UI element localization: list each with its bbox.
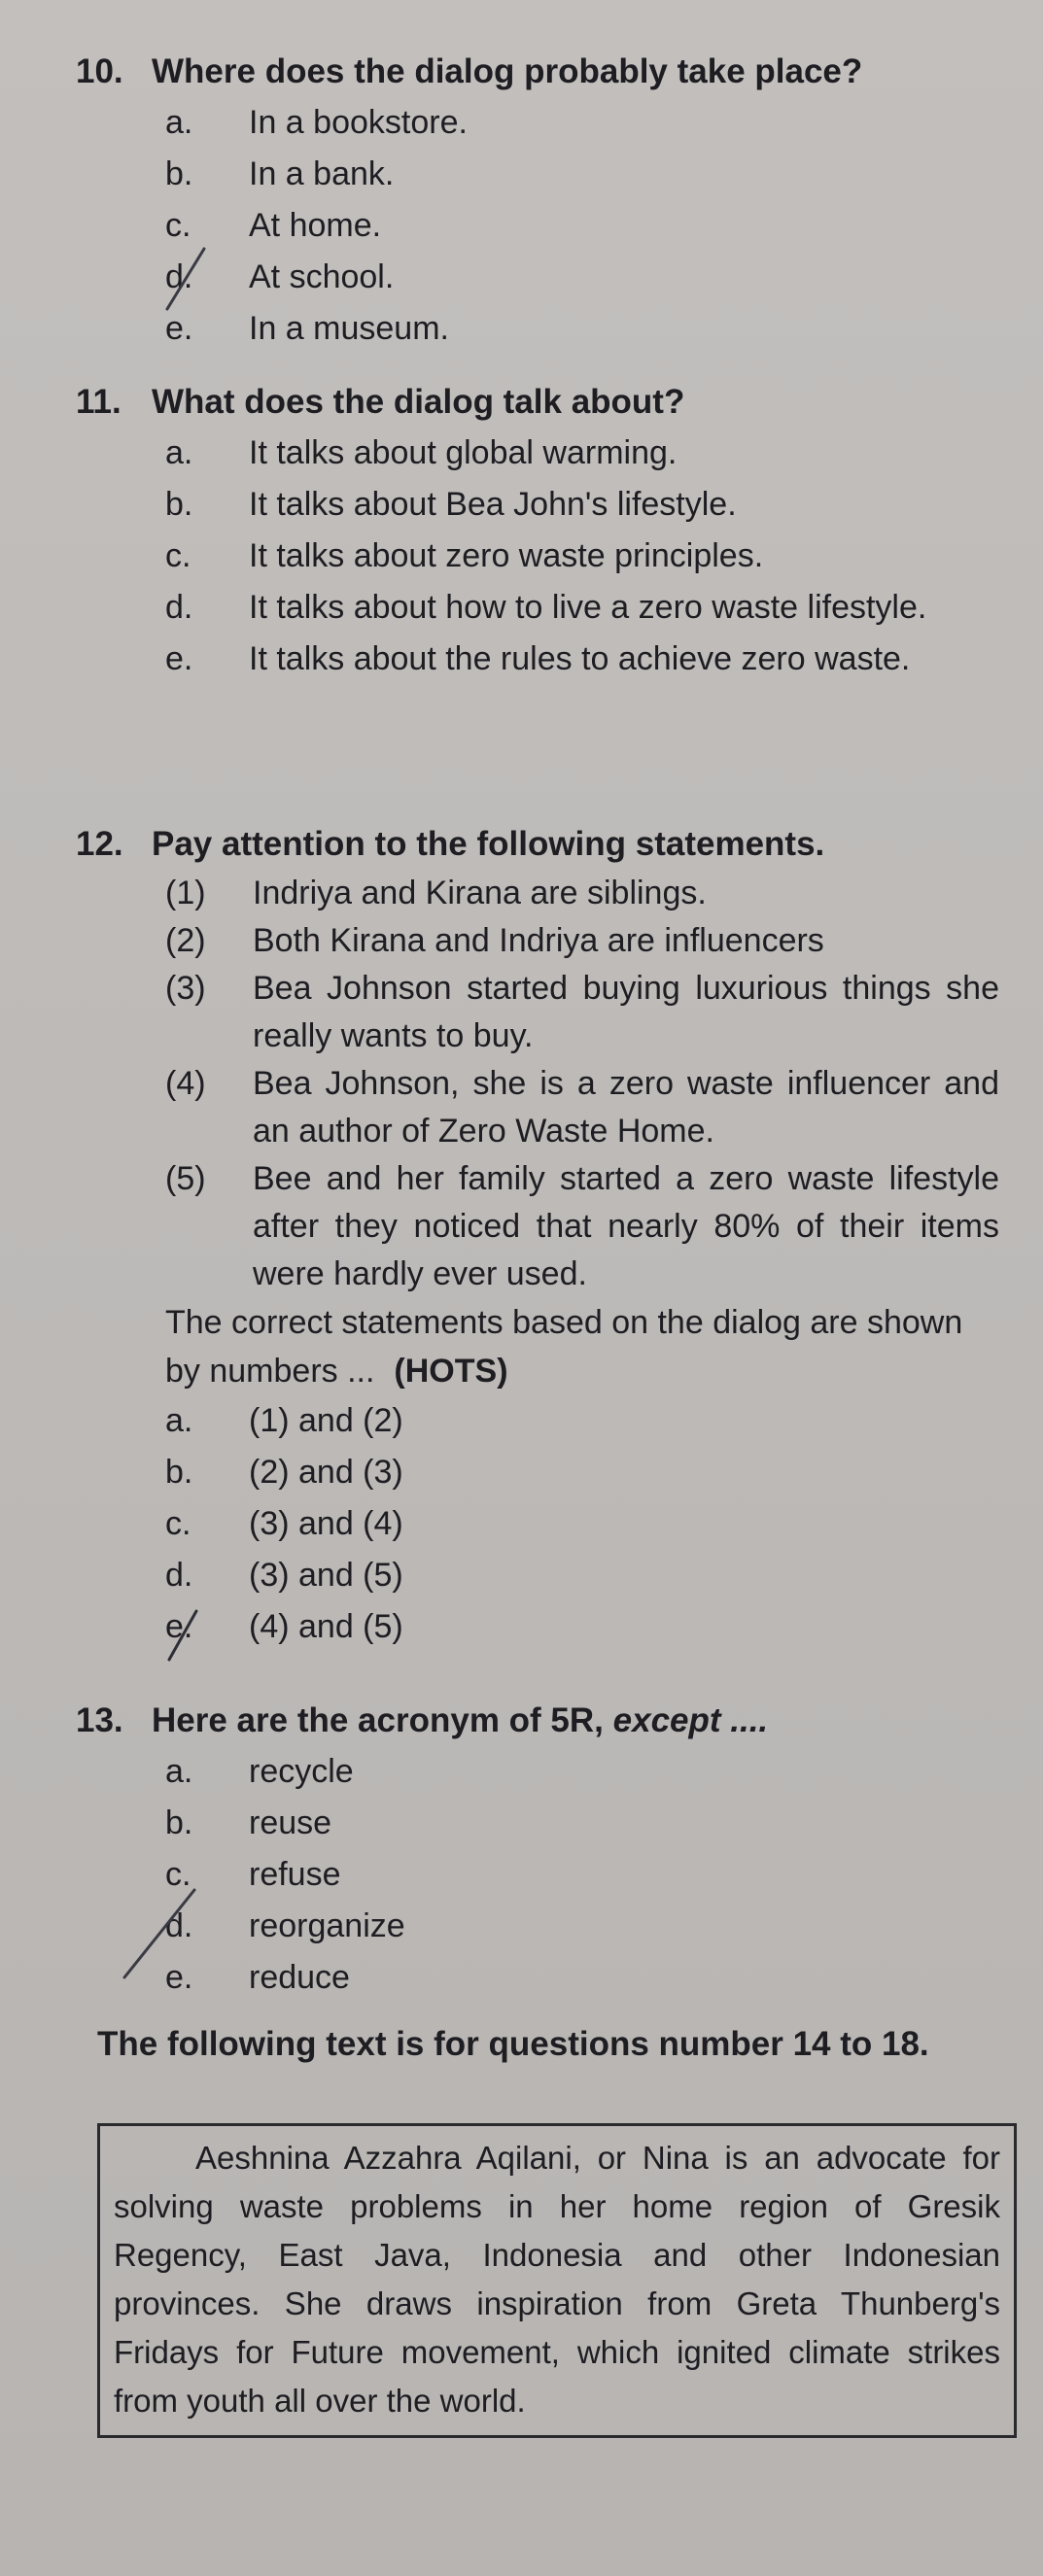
option-a[interactable] xyxy=(165,97,999,149)
passage-intro: The following text is for questions number 14 to 18. xyxy=(97,2025,929,2063)
statement-number: (4) xyxy=(165,1065,206,1102)
option-text: In a bookstore. xyxy=(249,104,468,141)
hots-tag: (HOTS) xyxy=(394,1353,508,1390)
option-text: It talks about global warming. xyxy=(249,434,678,471)
option-text: reduce xyxy=(249,1959,350,1996)
option-letter: b. xyxy=(165,1804,193,1841)
question-emphasis: except .... xyxy=(612,1701,769,1739)
passage-text: Aeshnina Azzahra Aqilani, or Nina is an advocate for solving waste problems in her home region of Gresik Regency, East Java, Indonesia and other Indonesian provinces. She draws inspiration from Greta Thunberg's Fridays for Future movement, which ignited climate strikes from youth all over the world. xyxy=(114,2140,1000,2419)
option-letter: e. xyxy=(165,1608,193,1645)
statement-text: Bea Johnson started buying luxurious things she really wants to buy. xyxy=(253,970,999,1054)
reading-passage-box xyxy=(97,2123,1017,2438)
instruction xyxy=(165,1298,999,1395)
option-letter: c. xyxy=(165,207,191,244)
answer-mark-d-q13 xyxy=(107,1880,214,1997)
option-e[interactable] xyxy=(165,303,999,355)
option-d[interactable] xyxy=(165,582,999,634)
answer-mark-e-q12 xyxy=(146,1603,233,1671)
option-letter: c. xyxy=(165,537,191,574)
option-letter: e. xyxy=(165,310,193,347)
statement-4 xyxy=(165,1060,999,1155)
option-a[interactable] xyxy=(165,428,999,479)
statement-3 xyxy=(165,965,999,1060)
options xyxy=(165,428,999,685)
question-13 xyxy=(76,1696,999,2004)
option-letter: d. xyxy=(165,1907,193,1944)
statement-text: Bee and her family started a zero waste lifestyle after they noticed that nearly 80% of their items were hardly ever used. xyxy=(253,1160,999,1292)
option-b[interactable] xyxy=(165,479,999,531)
option-c[interactable] xyxy=(165,1498,999,1550)
statement-number: (3) xyxy=(165,970,206,1007)
question-text: What does the dialog talk about? xyxy=(152,383,685,421)
option-text: reuse xyxy=(249,1804,332,1841)
option-text: (4) and (5) xyxy=(249,1608,403,1645)
option-e[interactable] xyxy=(165,634,999,685)
option-letter: a. xyxy=(165,104,193,141)
option-letter: b. xyxy=(165,1454,193,1491)
option-letter: b. xyxy=(165,155,193,192)
options xyxy=(165,1746,999,2004)
question-number: 11. xyxy=(76,383,122,421)
question-number: 10. xyxy=(76,52,123,90)
answer-mark-d-q10 xyxy=(146,241,233,319)
option-letter: d. xyxy=(165,258,193,295)
option-text: It talks about the rules to achieve zero waste. xyxy=(249,640,911,677)
statement-number: (1) xyxy=(165,875,206,911)
option-b[interactable] xyxy=(165,1798,999,1849)
question-text: Here are the acronym of 5R, xyxy=(152,1701,604,1739)
option-text: refuse xyxy=(249,1856,341,1893)
option-text: At home. xyxy=(249,207,382,244)
option-d[interactable] xyxy=(165,1901,999,1952)
option-c[interactable] xyxy=(165,200,999,252)
statement-2 xyxy=(165,917,999,965)
option-text: It talks about Bea John's lifestyle. xyxy=(249,486,737,523)
option-d[interactable] xyxy=(165,252,999,303)
option-text: (3) and (4) xyxy=(249,1505,403,1542)
option-text: (3) and (5) xyxy=(249,1557,403,1594)
instruction-text: The correct statements based on the dialog are shown by numbers ... xyxy=(165,1304,963,1390)
question-text: Pay attention to the following statements. xyxy=(152,825,825,863)
option-text: In a bank. xyxy=(249,155,395,192)
option-letter: c. xyxy=(165,1856,191,1893)
option-c[interactable] xyxy=(165,1849,999,1901)
option-text: It talks about zero waste principles. xyxy=(249,537,764,574)
option-text: It talks about how to live a zero waste lifestyle. xyxy=(249,589,927,626)
question-12 xyxy=(76,819,999,1653)
option-text: (2) and (3) xyxy=(249,1454,403,1491)
option-e[interactable] xyxy=(165,1952,999,2004)
option-text: reorganize xyxy=(249,1907,405,1944)
statement-5 xyxy=(165,1155,999,1298)
question-number: 13. xyxy=(76,1701,123,1739)
option-letter: d. xyxy=(165,589,193,626)
option-text: (1) and (2) xyxy=(249,1402,403,1439)
option-c[interactable] xyxy=(165,531,999,582)
option-letter: c. xyxy=(165,1505,191,1542)
options xyxy=(165,97,999,355)
option-letter: e. xyxy=(165,1959,193,1996)
option-text: At school. xyxy=(249,258,395,295)
option-letter: d. xyxy=(165,1557,193,1594)
option-b[interactable] xyxy=(165,149,999,200)
option-text: recycle xyxy=(249,1753,354,1790)
option-letter: a. xyxy=(165,434,193,471)
option-letter: a. xyxy=(165,1402,193,1439)
option-letter: a. xyxy=(165,1753,193,1790)
statement-number: (5) xyxy=(165,1160,206,1197)
option-d[interactable] xyxy=(165,1550,999,1601)
question-text: Where does the dialog probably take place? xyxy=(152,52,863,90)
statement-text: Bea Johnson, she is a zero waste influencer and an author of Zero Waste Home. xyxy=(253,1065,999,1150)
question-number: 12. xyxy=(76,825,123,863)
option-e[interactable] xyxy=(165,1601,999,1653)
option-letter: b. xyxy=(165,486,193,523)
question-11 xyxy=(76,377,999,685)
option-text: In a museum. xyxy=(249,310,449,347)
option-a[interactable] xyxy=(165,1746,999,1798)
option-b[interactable] xyxy=(165,1447,999,1498)
option-a[interactable] xyxy=(165,1395,999,1447)
statement-text: Indriya and Kirana are siblings. xyxy=(253,875,707,911)
statement-text: Both Kirana and Indriya are influencers xyxy=(253,922,824,959)
options xyxy=(165,1395,999,1653)
statement-1 xyxy=(165,870,999,917)
statement-number: (2) xyxy=(165,922,206,959)
option-letter: e. xyxy=(165,640,193,677)
